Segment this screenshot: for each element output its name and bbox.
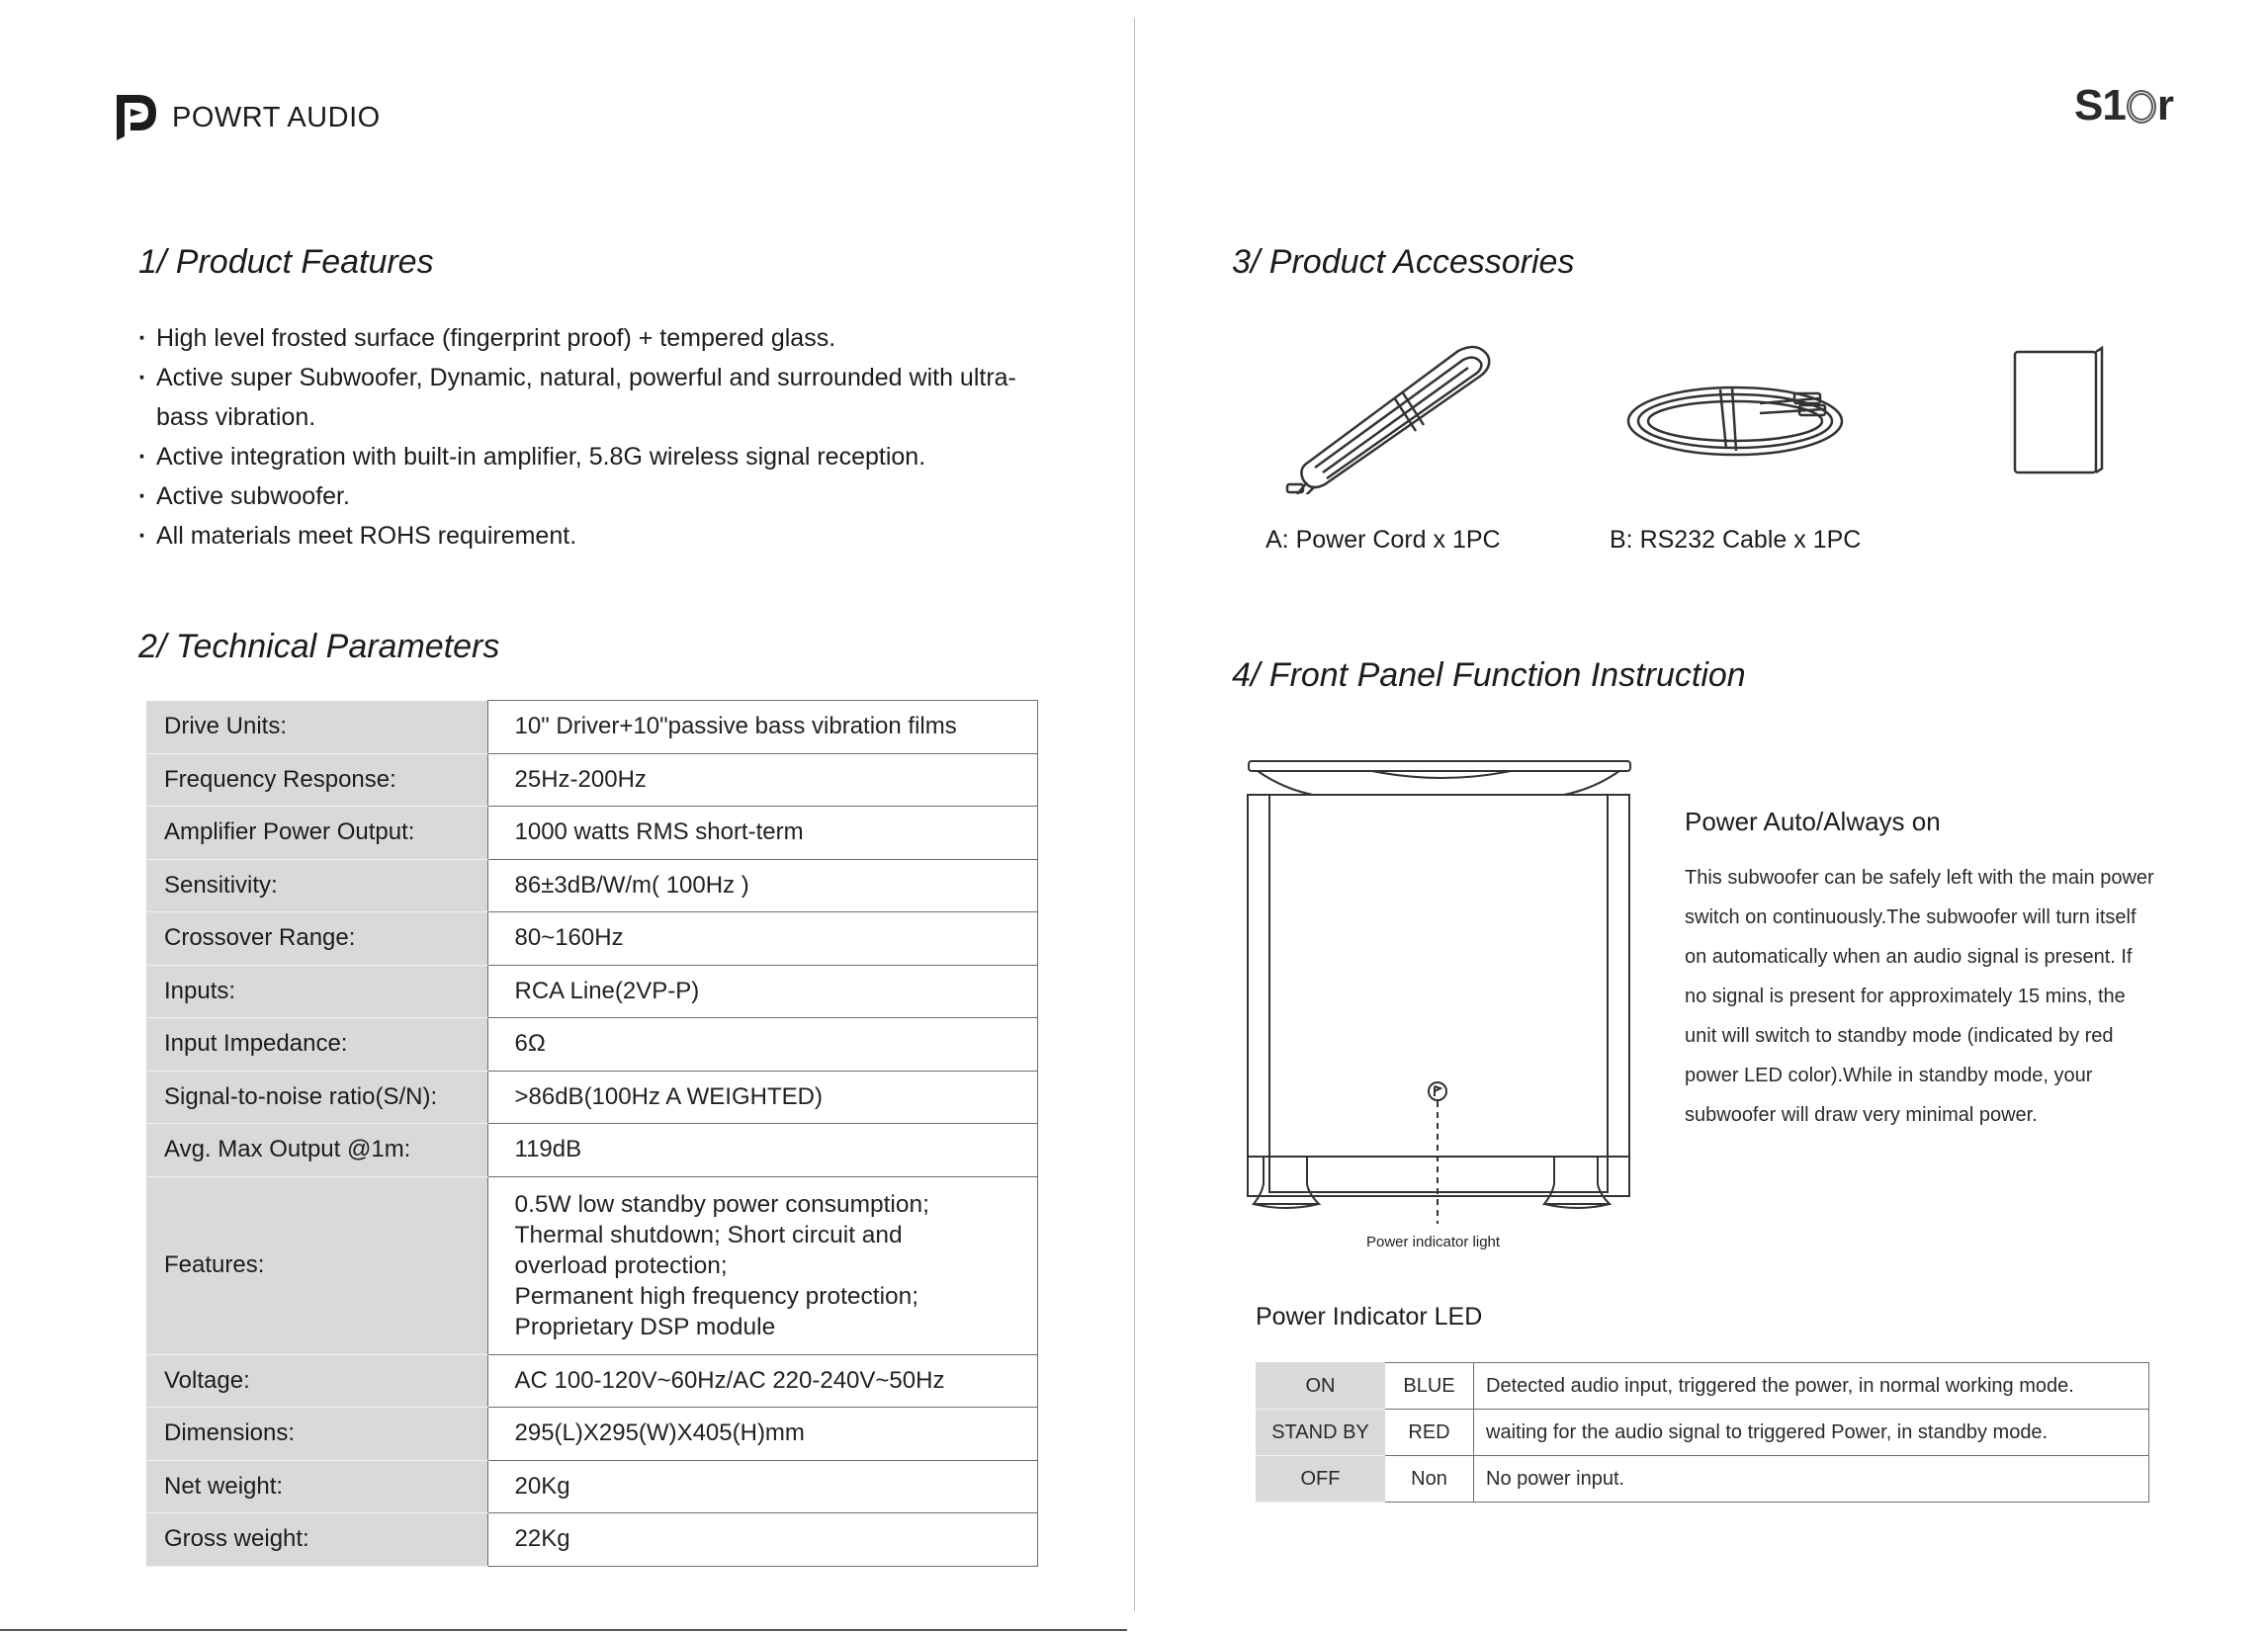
model-prefix: S1 <box>2074 81 2126 129</box>
table-row <box>1257 1410 2149 1456</box>
feature-line: overload protection; <box>514 1251 728 1279</box>
accessory-label: A: Power Cord x 1PC <box>1265 526 1501 554</box>
param-key: Features: <box>146 1176 487 1354</box>
feature-item: · Active super Subwoofer, Dynamic, natural, powerful and surrounded with ultra-bass vibration. <box>138 358 1048 437</box>
led-description: waiting for the audio signal to triggered Power, in standby mode. <box>1474 1410 2149 1456</box>
power-cord-icon <box>1285 336 1513 494</box>
table-row <box>146 965 1038 1018</box>
feature-line: 0.5W low standby power consumption; <box>514 1190 929 1218</box>
brand-name: POWRT AUDIO <box>172 101 381 133</box>
accessories-title: 3/ Product Accessories <box>1232 243 1575 281</box>
bottom-rule <box>0 1629 1127 1631</box>
param-key: Amplifier Power Output: <box>146 807 487 860</box>
technical-table <box>146 700 1038 1567</box>
subwoofer-front-diagram <box>1244 759 1633 1224</box>
features-list <box>138 318 1048 556</box>
manual-booklet-icon <box>2011 344 2106 478</box>
param-key: Voltage: <box>146 1354 487 1408</box>
led-description: No power input. <box>1474 1456 2149 1503</box>
accessory-label: B: RS232 Cable x 1PC <box>1610 526 1862 554</box>
param-value: AC 100-120V~60Hz/AC 220-240V~50Hz <box>487 1354 1038 1408</box>
front-panel-title: 4/ Front Panel Function Instruction <box>1232 656 1746 694</box>
table-row <box>146 1354 1038 1408</box>
param-value: 86±3dB/W/m( 100Hz ) <box>487 859 1038 912</box>
powrt-logo-icon <box>113 93 160 142</box>
param-value: 20Kg <box>487 1460 1038 1513</box>
model-logo <box>2074 81 2173 130</box>
table-row <box>146 1513 1038 1567</box>
page-divider <box>1134 18 1135 1611</box>
table-row <box>146 701 1038 754</box>
table-row <box>146 1460 1038 1513</box>
table-row <box>146 753 1038 807</box>
param-value: 6Ω <box>487 1018 1038 1072</box>
brand <box>113 93 381 142</box>
led-state: ON <box>1257 1363 1385 1410</box>
param-value: 295(L)X295(W)X405(H)mm <box>487 1408 1038 1461</box>
feature-item: · Active subwoofer. <box>138 476 1048 516</box>
led-color: BLUE <box>1385 1363 1474 1410</box>
param-value: 119dB <box>487 1124 1038 1177</box>
param-key: Avg. Max Output @1m: <box>146 1124 487 1177</box>
param-value: 22Kg <box>487 1513 1038 1567</box>
table-row <box>146 1071 1038 1124</box>
technical-title: 2/ Technical Parameters <box>138 628 500 665</box>
features-title: 1/ Product Features <box>138 243 434 281</box>
param-key: Sensitivity: <box>146 859 487 912</box>
power-description: This subwoofer can be safely left with the main power switch on continuously.The subwoofer will turn itself on automatically when an audio signal is present. If no signal is present for approximately 15 mins, the unit will switch to standby mode (indicated by red power LED color).While in standby mode, your subwoofer will draw very minimal power. <box>1685 867 2154 1126</box>
led-state: STAND BY <box>1257 1410 1385 1456</box>
param-key: Frequency Response: <box>146 753 487 807</box>
feature-item: · All materials meet ROHS requirement. <box>138 516 1048 556</box>
table-row <box>146 807 1038 860</box>
param-key: Gross weight: <box>146 1513 487 1567</box>
param-value: RCA Line(2VP-P) <box>487 965 1038 1018</box>
param-key: Net weight: <box>146 1460 487 1513</box>
param-value <box>487 1176 1038 1354</box>
rs232-cable-icon <box>1621 374 1849 473</box>
feature-line: Permanent high frequency protection; <box>514 1282 919 1310</box>
model-ring-icon <box>2127 90 2156 124</box>
led-state: OFF <box>1257 1456 1385 1503</box>
param-value: 10" Driver+10"passive bass vibration films <box>487 701 1038 754</box>
feature-line: Proprietary DSP module <box>514 1313 776 1340</box>
diagram-caption: Power indicator light <box>1366 1234 1501 1250</box>
table-row <box>146 912 1038 966</box>
power-heading: Power Auto/Always on <box>1685 807 1941 836</box>
param-key: Inputs: <box>146 965 487 1018</box>
param-key: Signal-to-noise ratio(S/N): <box>146 1071 487 1124</box>
table-row <box>1257 1456 2149 1503</box>
table-row <box>146 1408 1038 1461</box>
table-row <box>146 859 1038 912</box>
param-key: Crossover Range: <box>146 912 487 966</box>
led-title: Power Indicator LED <box>1256 1303 1483 1331</box>
feature-line: Thermal shutdown; Short circuit and <box>514 1221 903 1248</box>
led-description: Detected audio input, triggered the power, in normal working mode. <box>1474 1363 2149 1410</box>
model-suffix: r <box>2156 81 2173 129</box>
table-row <box>1257 1363 2149 1410</box>
param-value: 25Hz-200Hz <box>487 753 1038 807</box>
table-row <box>146 1124 1038 1177</box>
led-color: Non <box>1385 1456 1474 1503</box>
feature-item: · Active integration with built-in amplifier, 5.8G wireless signal reception. <box>138 437 1048 476</box>
led-table <box>1256 1362 2149 1503</box>
param-value: >86dB(100Hz A WEIGHTED) <box>487 1071 1038 1124</box>
param-key: Drive Units: <box>146 701 487 754</box>
param-key: Dimensions: <box>146 1408 487 1461</box>
table-row <box>146 1018 1038 1072</box>
param-value: 1000 watts RMS short-term <box>487 807 1038 860</box>
param-value: 80~160Hz <box>487 912 1038 966</box>
led-color: RED <box>1385 1410 1474 1456</box>
param-key: Input Impedance: <box>146 1018 487 1072</box>
table-row <box>146 1176 1038 1354</box>
feature-item: · High level frosted surface (fingerprint proof) + tempered glass. <box>138 318 1048 358</box>
